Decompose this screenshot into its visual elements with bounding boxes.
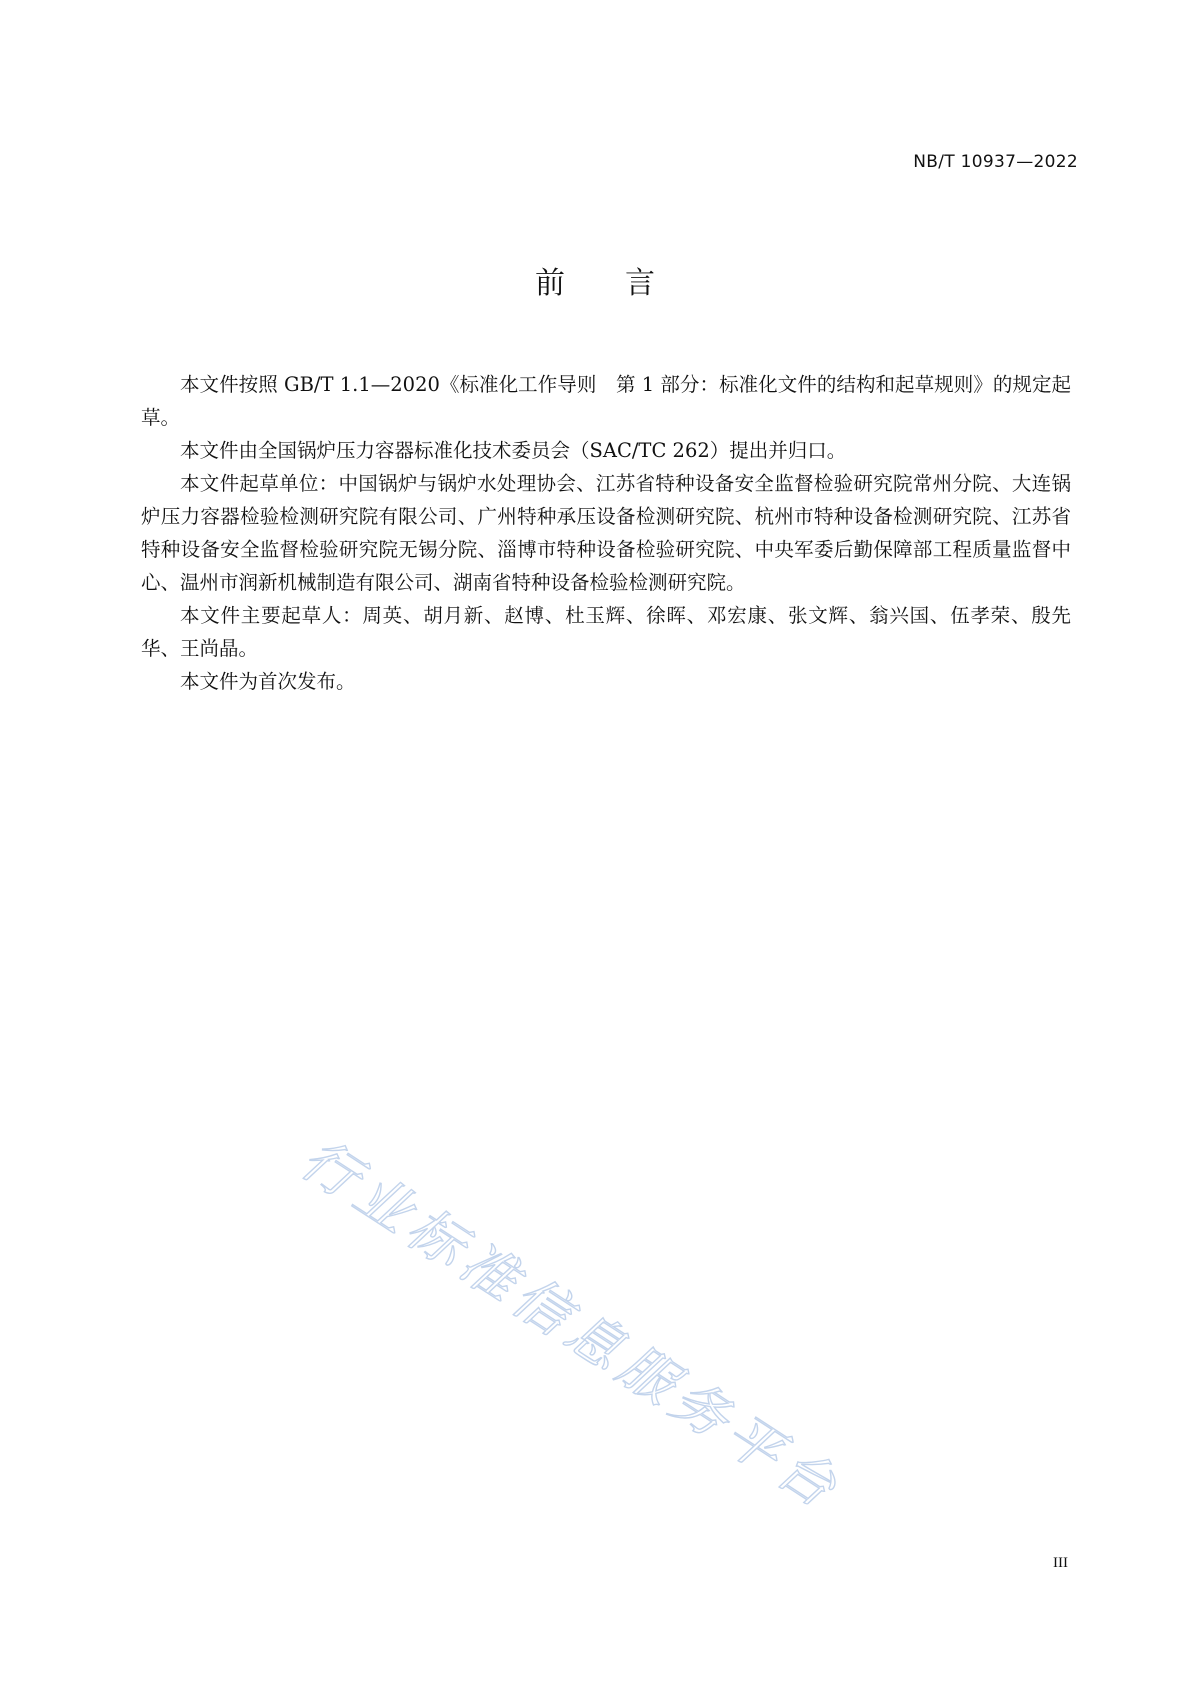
title-char-1: 前	[535, 266, 565, 301]
paragraph-proposer: 本文件由全国锅炉压力容器标准化技术委员会（SAC/TC 262）提出并归口。	[180, 439, 847, 462]
page-title	[0, 258, 1190, 302]
paragraph-drafters: 本文件主要起草人：周英、胡月新、赵博、杜玉辉、徐晖、邓宏康、张文辉、翁兴国、伍孝荣、殷先华、王尚晶。	[141, 604, 1071, 660]
paragraph-drafting-rules: 本文件按照 GB/T 1.1—2020《标准化工作导则 第 1 部分：标准化文件的结构和起草规则》的规定起草。	[141, 373, 1071, 429]
preface-body	[141, 368, 1071, 698]
page-number: III	[1053, 1555, 1068, 1571]
paragraph-drafting-units: 本文件起草单位：中国锅炉与锅炉水处理协会、江苏省特种设备安全监督检验研究院常州分院、大连锅炉压力容器检验检测研究院有限公司、广州特种承压设备检测研究院、杭州市特种设备检测研究院、江苏省特种设备安全监督检验研究院无锡分院、淄博市特种设备检验研究院、中央军委后勤保障部工程质量监督中心、温州市润新机械制造有限公司、湖南省特种设备检验检测研究院。	[141, 472, 1071, 594]
standard-code: NB/T 10937—2022	[913, 152, 1078, 172]
paragraph-first-release: 本文件为首次发布。	[180, 670, 356, 693]
watermark: 行业标准信息服务平台	[290, 1126, 854, 1524]
title-char-2: 言	[625, 266, 655, 301]
